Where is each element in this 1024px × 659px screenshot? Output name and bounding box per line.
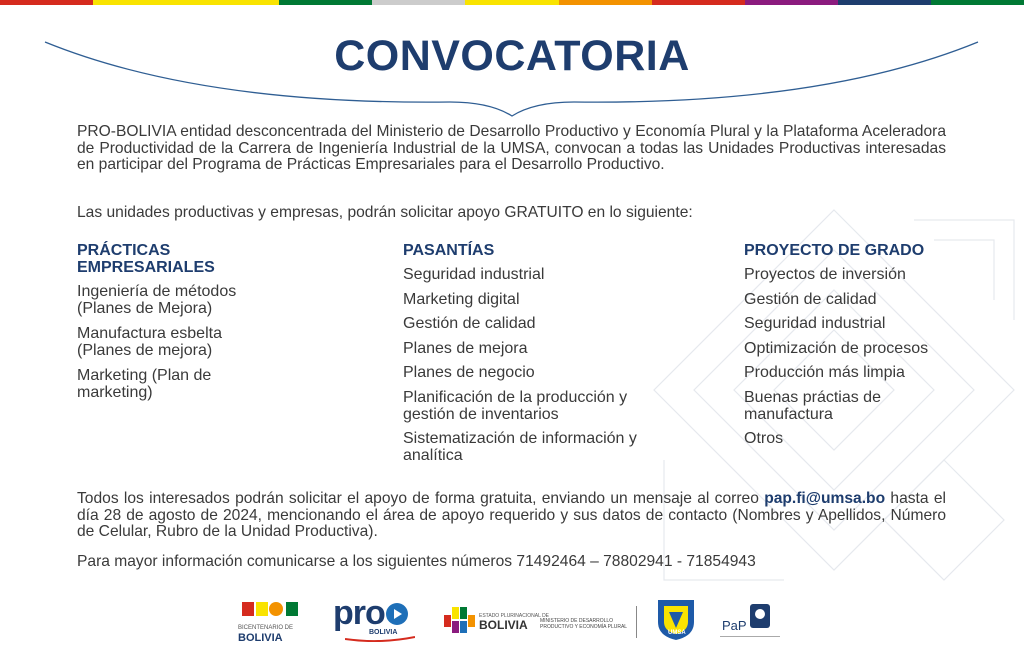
color-segment xyxy=(93,0,186,5)
pro-swoosh-icon xyxy=(345,636,415,642)
color-segment xyxy=(838,0,931,5)
color-segment xyxy=(931,0,1024,5)
list-item: Proyectos de inversión xyxy=(744,266,906,283)
bicentenario-name: BOLIVIA xyxy=(238,632,283,644)
list-item: Marketing digital xyxy=(403,290,520,308)
list-item: Ingeniería de métodos (Planes de Mejora) xyxy=(77,283,237,317)
color-segment xyxy=(372,0,465,5)
list-item: Optimización de procesos xyxy=(744,339,929,357)
ministerio-name xyxy=(540,618,630,630)
intro-subtitle: Las unidades productivas y empresas, podrán solicitar apoyo GRATUITO en lo siguiente: xyxy=(77,204,693,221)
list-item: Marketing (Plan de marketing) xyxy=(77,367,212,401)
pap-underline xyxy=(720,636,780,637)
footer-text-part2: hasta el día 28 de agosto de 2024, mencionando el área de apoyo requerido y sus datos de contacto (Nombres y Apellidos, Número de Celular, Rubro de la Unidad Productiva). xyxy=(77,490,946,540)
bicentenario-caption: BICENTENARIO DE xyxy=(238,625,294,631)
list-item: Buenas práctias de manufactura xyxy=(744,388,881,423)
list-item: Seguridad industrial xyxy=(403,266,545,283)
estado-name: BOLIVIA xyxy=(479,618,528,632)
color-segment xyxy=(465,0,558,5)
color-segment xyxy=(745,0,838,5)
ministerio-line1: MINISTERIO DE DESARROLLO xyxy=(540,618,614,624)
estado-caption: ESTADO PLURINACIONAL DE xyxy=(479,613,550,619)
pap-mark-icon xyxy=(748,604,772,632)
pro-subtitle: BOLIVIA xyxy=(369,629,398,636)
list-item: Producción más limpia xyxy=(744,364,905,381)
column-heading: PROYECTO DE GRADO xyxy=(744,242,925,259)
list-item: Planes de mejora xyxy=(403,339,528,357)
color-segment xyxy=(0,0,93,5)
pap-wordmark: PaP xyxy=(722,618,747,633)
email-address[interactable]: pap.fi@umsa.bo xyxy=(764,490,886,507)
column-pasantias xyxy=(403,242,703,472)
probolivia-logo xyxy=(333,596,415,646)
column-heading: PRÁCTICAS EMPRESARIALES xyxy=(77,242,215,276)
logo-divider xyxy=(636,606,637,638)
contact-phones: Para mayor información comunicarse a los siguientes números 71492464 – 78802941 - 71854943 xyxy=(77,553,756,570)
ministerio-logo xyxy=(444,596,634,646)
bicentenario-logo xyxy=(238,596,300,646)
umsa-label: UMSA xyxy=(668,630,686,636)
ministerio-line2: PRODUCTIVO Y ECONOMÍA PLURAL xyxy=(540,624,628,630)
list-item: Gestión de calidad xyxy=(403,315,536,332)
footer-paragraph xyxy=(77,491,946,541)
list-item: Seguridad industrial xyxy=(744,315,886,332)
intro-paragraph: PRO-BOLIVIA entidad desconcentrada del Ministerio de Desarrollo Productivo y Economía Plural y la Plataforma Aceleradora de Productividad de la Carrera de Ingeniería Industrial de la UMSA, convocan a todas las Unidades Productivas interesadas en participar del Programa de Prácticas Empresariales para el Desarrollo Productivo. xyxy=(77,123,946,173)
color-segment xyxy=(279,0,372,5)
list-item: Planificación de la producción y gestión de inventarios xyxy=(403,388,628,423)
play-circle-icon xyxy=(385,602,409,626)
wiphala-emblem-icon xyxy=(444,605,476,637)
footer-text-part1: Todos los interesados podrán solicitar el apoyo de forma gratuita, enviando un mensaje al correo xyxy=(77,490,759,507)
bicentenario-emblem-icon xyxy=(238,596,300,618)
list-item: Otros xyxy=(744,430,784,447)
list-item: Planes de negocio xyxy=(403,364,535,381)
column-heading: PASANTÍAS xyxy=(403,242,495,259)
logos-strip xyxy=(0,596,1024,646)
column-proyecto-de-grado xyxy=(744,242,974,455)
pro-wordmark: pro xyxy=(333,594,385,632)
column-practicas xyxy=(77,242,277,409)
color-segment xyxy=(559,0,652,5)
pap-logo xyxy=(720,596,782,646)
list-item: Sistematización de información y analítica xyxy=(403,430,637,464)
page-title: CONVOCATORIA xyxy=(334,32,690,80)
color-segment xyxy=(186,0,279,5)
color-segment xyxy=(652,0,745,5)
top-color-bar xyxy=(0,0,1024,5)
umsa-logo xyxy=(654,596,698,646)
list-item: Gestión de calidad xyxy=(744,290,877,308)
list-item: Manufactura esbelta (Planes de mejora) xyxy=(77,325,222,359)
